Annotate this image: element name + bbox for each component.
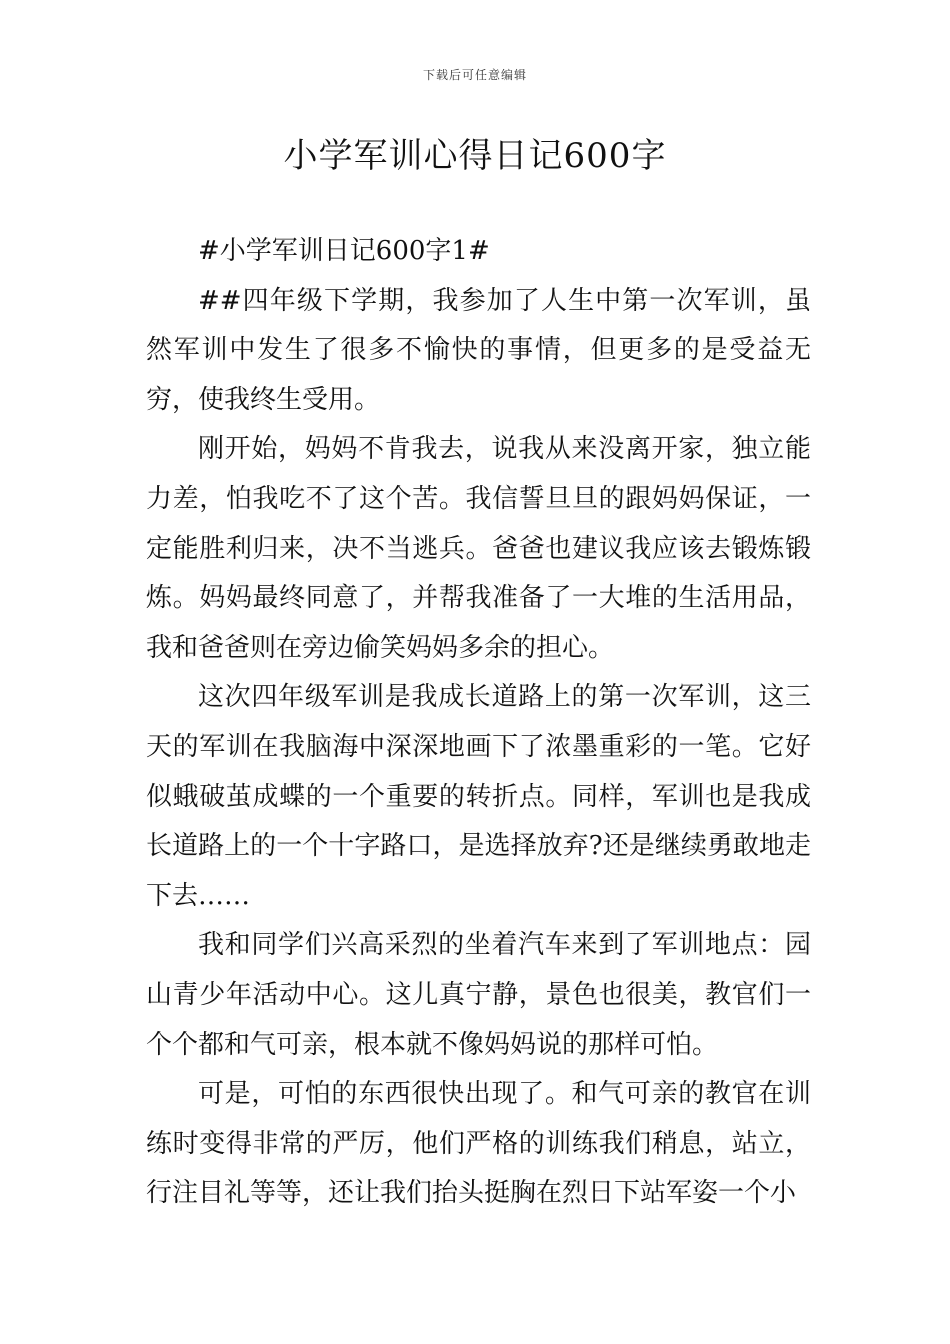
paragraph: 这次四年级军训是我成长道路上的第一次军训，这三天的军训在我脑海中深深地画下了浓墨重彩的一笔。它好似蛾破茧成蝶的一个重要的转折点。同样，军训也是我成长道路上的一个十字路口，是选择放弃?还是继续勇敢地走下去……	[146, 682, 811, 911]
section-heading: #小学军训日记600字1#	[198, 236, 490, 266]
paragraph: 我和同学们兴高采烈的坐着汽车来到了军训地点：园山青少年活动中心。这儿真宁静，景色也很美，教官们一个个都和气可亲，根本就不像妈妈说的那样可怕。	[146, 930, 811, 1060]
header-note: 下载后可任意编辑	[422, 68, 527, 82]
paragraph: ##四年级下学期，我参加了人生中第一次军训，虽然军训中发生了很多不愉快的事情，但更多的是受益无穷，使我终生受用。	[146, 285, 811, 415]
paragraph: 刚开始，妈妈不肯我去，说我从来没离开家，独立能力差，怕我吃不了这个苦。我信誓旦旦的跟妈妈保证，一定能胜利归来，决不当逃兵。爸爸也建议我应该去锻炼锻炼。妈妈最终同意了，并帮我准备了一大堆的生活用品，我和爸爸则在旁边偷笑妈妈多余的担心。	[146, 434, 811, 663]
paragraph: 可是，可怕的东西很快出现了。和气可亲的教官在训练时变得非常的严厉，他们严格的训练我们稍息，站立，行注目礼等等，还让我们抬头挺胸在烈日下站军姿一个小	[146, 1079, 811, 1209]
page-title: 小学军训心得日记600字	[283, 136, 667, 176]
document-body	[146, 227, 811, 1219]
